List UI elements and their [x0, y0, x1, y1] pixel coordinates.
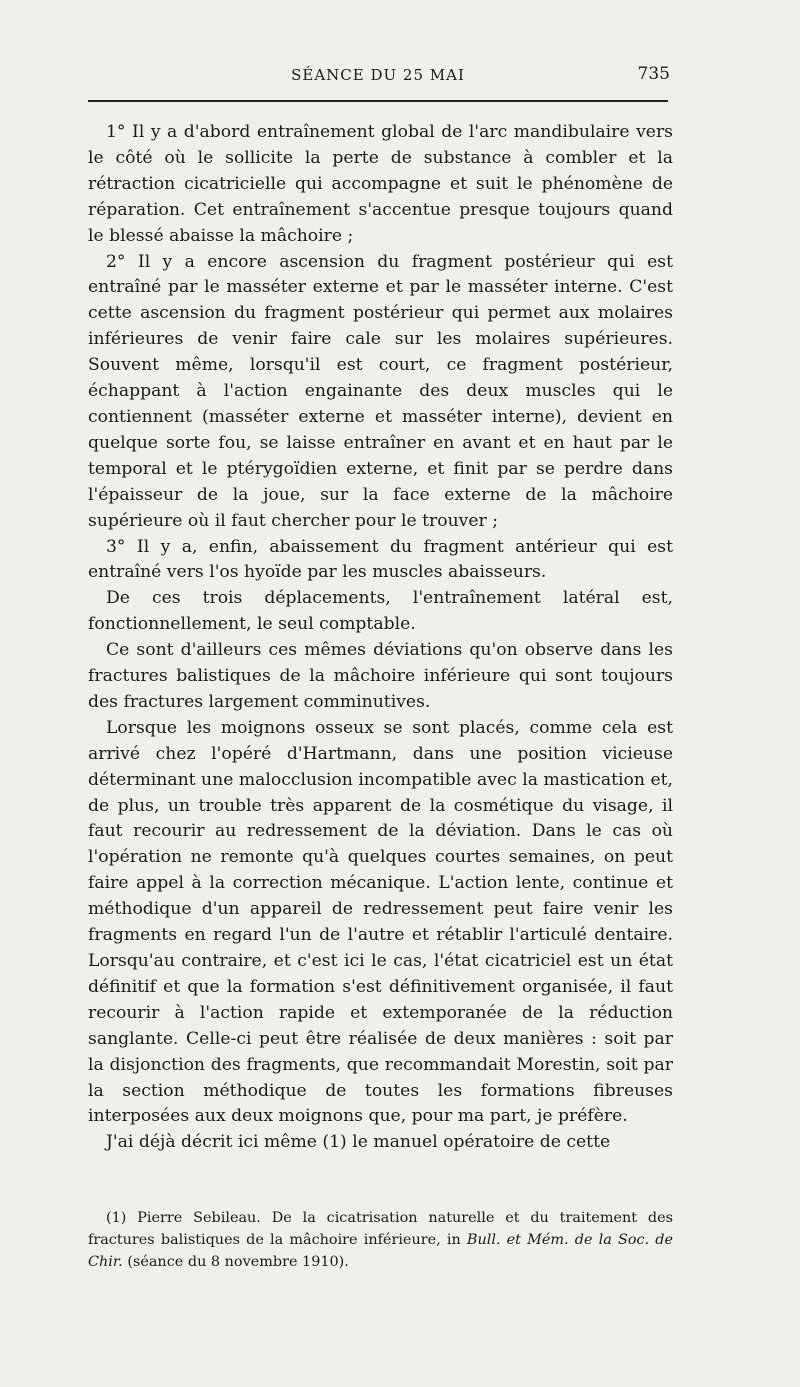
- header-rule: [88, 100, 668, 102]
- paragraph: Ce sont d'ailleurs ces mêmes déviations qu'on observe dans les fractures balistiques de la mâchoire inférieure qui sont toujours des fractures largement comminutives.: [88, 640, 673, 712]
- footnote-date: (séance du 8 novembre 1910).: [122, 1254, 349, 1270]
- footnote-journal: Bull. et Mém. de la Soc. de Chir.: [88, 1232, 673, 1270]
- paragraph: De ces trois déplacements, l'entraînement latéral est, fonctionnellement, le seul comptable.: [88, 588, 673, 635]
- footnote: [88, 1207, 673, 1273]
- page-number: 735: [637, 64, 670, 84]
- body-text: [88, 120, 673, 1156]
- paragraph: 2° Il y a encore ascension du fragment postérieur qui est entraîné par le masséter externe et par le masséter interne. C'est cette ascension du fragment postérieur qui permet aux molaires inférieures de venir faire cale sur les molaires supérieures. Souvent même, lorsqu'il est court, ce fragment postérieur, échappant à l'action engainante des deux muscles qui le contiennent (masséter externe et masséter interne), devient en quelque sorte fou, se laisse entraîner en avant et en haut par le temporal et le ptérygoïdien externe, et finit par se perdre dans l'épaisseur de la joue, sur la face externe de la mâchoire supérieure où il faut chercher pour le trouver ;: [88, 251, 673, 531]
- paragraph: 1° Il y a d'abord entraînement global de l'arc mandibulaire vers le côté où le sollicite la perte de substance à combler et la rétraction cicatricielle qui accompagne et suit le phénomène de réparation. Cet entraînement s'accentue presque toujours quand le blessé abaisse la mâchoire ;: [88, 122, 673, 246]
- running-header: [88, 62, 668, 90]
- header-title: SÉANCE DU 25 MAI: [291, 66, 465, 84]
- footnote-text: (1) Pierre Sebileau. De la cicatrisation naturelle et du traitement des fractures balistiques de la mâchoire inférieure, in: [88, 1210, 673, 1248]
- paragraph: 3° Il y a, enfin, abaissement du fragment antérieur qui est entraîné vers l'os hyoïde par les muscles abaisseurs.: [88, 536, 673, 583]
- paragraph: J'ai déjà décrit ici même (1) le manuel opératoire de cette: [106, 1132, 611, 1153]
- paragraph: Lorsque les moignons osseux se sont placés, comme cela est arrivé chez l'opéré d'Hartmann, dans une position vicieuse déterminant une malocclusion incompatible avec la mastication et, de plus, un trouble très apparent de la cosmétique du visage, il faut recourir au redressement de la déviation. Dans le cas où l'opération ne remonte qu'à quelques courtes semaines, on peut faire appel à la correction mécanique. L'action lente, continue et méthodique d'un appareil de redressement peut faire venir les fragments en regard l'un de l'autre et rétablir l'articulé dentaire. Lorsqu'au contraire, et c'est ici le cas, l'état cicatriciel est un état définitif et que la formation s'est définitivement organisée, il faut recourir à l'action rapide et extemporanée de la réduction sanglante. Celle-ci peut être réalisée de deux manières : soit par la disjonction des fragments, que recommandait Morestin, soit par la section méthodique de toutes les formations fibreuses interposées aux deux moignons que, pour ma part, je préfère.: [88, 717, 673, 1127]
